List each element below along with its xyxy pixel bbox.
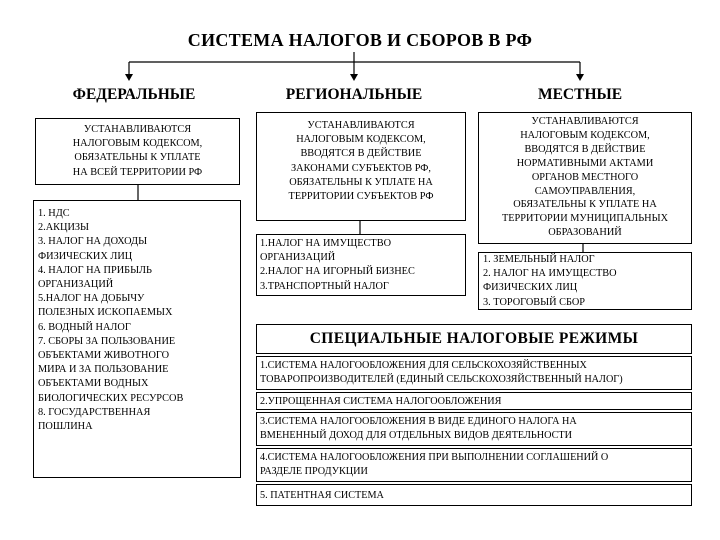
special-item-line: ВМЕНЕННЫЙ ДОХОД ДЛЯ ОТДЕЛЬНЫХ ВИДОВ ДЕЯТЕЛЬНОСТИ <box>260 429 572 441</box>
list-item: ПОШЛИНА <box>38 421 93 433</box>
list-item: 3. НАЛОГ НА ДОХОДЫ <box>38 236 148 248</box>
list-item: 5.НАЛОГ НА ДОБЫЧУ <box>38 293 145 305</box>
list-item: 2.АКЦИЗЫ <box>38 222 90 234</box>
special-item-line: 4.СИСТЕМА НАЛОГООБЛОЖЕНИЯ ПРИ ВЫПОЛНЕНИИ СОГЛАШЕНИЙ О <box>260 452 609 463</box>
regional-desc-line: ОБЯЗАТЕЛЬНЫ К УПЛАТЕ НА <box>289 176 433 188</box>
list-item: 4. НАЛОГ НА ПРИБЫЛЬ <box>38 264 152 276</box>
regional-taxes-list <box>256 234 466 296</box>
arrow-regional <box>350 74 358 81</box>
local-desc-line: ВВОДЯТСЯ В ДЕЙСТВИЕ <box>524 143 646 155</box>
arrow-federal <box>125 74 133 81</box>
list-item: 6. ВОДНЫЙ НАЛОГ <box>38 321 131 333</box>
local-desc-line: ОРГАНОВ МЕСТНОГО <box>531 171 639 183</box>
local-desc-line: ОБЯЗАТЕЛЬНЫ К УПЛАТЕ НА <box>513 199 657 211</box>
heading-regional: РЕГИОНАЛЬНЫЕ <box>285 86 423 103</box>
list-item: БИОЛОГИЧЕСКИХ РЕСУРСОВ <box>38 392 184 404</box>
list-item: 1.НАЛОГ НА ИМУЩЕСТВО <box>260 238 392 249</box>
federal-desc-line: УСТАНАВЛИВАЮТСЯ <box>83 124 192 135</box>
list-item: ОБЪЕКТАМИ ЖИВОТНОГО <box>38 350 170 362</box>
special-item-line: 5. ПАТЕНТНАЯ СИСТЕМА <box>260 490 384 501</box>
list-item: ОРГАНИЗАЦИЙ <box>38 279 114 291</box>
federal-desc-line: НА ВСЕЙ ТЕРРИТОРИИ РФ <box>72 166 203 178</box>
special-item-line: РАЗДЕЛЕ ПРОДУКЦИИ <box>260 465 368 477</box>
special-regime-item <box>256 356 692 390</box>
local-desc-line: НОРМАТИВНЫМИ АКТАМИ <box>516 157 654 169</box>
local-description-box <box>478 112 692 244</box>
list-item: ПОЛЕЗНЫХ ИСКОПАЕМЫХ <box>38 307 173 319</box>
list-item: 3. ТОРОГОВЫЙ СБОР <box>483 296 586 308</box>
special-regime-item <box>256 412 692 446</box>
federal-taxes-list <box>33 200 241 478</box>
special-item-line: ТОВАРОПРОИЗВОДИТЕЛЕЙ (ЕДИНЫЙ СЕЛЬСКОХОЗЯЙСТВЕННЫЙ НАЛОГ) <box>260 373 623 385</box>
list-item: ФИЗИЧЕСКИХ ЛИЦ <box>483 282 578 294</box>
list-item: 2.НАЛОГ НА ИГОРНЫЙ БИЗНЕС <box>260 266 415 278</box>
list-item: ОРГАНИЗАЦИЙ <box>260 252 336 264</box>
federal-desc-line: НАЛОГОВЫМ КОДЕКСОМ, <box>72 138 203 150</box>
special-item-line: 2.УПРОЩЕННАЯ СИСТЕМА НАЛОГООБЛОЖЕНИЯ <box>260 396 502 407</box>
special-regimes-heading: СПЕЦИАЛЬНЫЕ НАЛОГОВЫЕ РЕЖИМЫ <box>256 324 692 354</box>
federal-desc-line: ОБЯЗАТЕЛЬНЫ К УПЛАТЕ <box>74 152 201 164</box>
regional-desc-line: НАЛОГОВЫМ КОДЕКСОМ, <box>296 134 426 146</box>
local-taxes-list <box>478 252 692 310</box>
regional-description-box <box>256 112 466 221</box>
special-regime-item <box>256 392 692 410</box>
local-desc-line: УСТАНАВЛИВАЮТСЯ <box>531 116 639 127</box>
special-item-line: 3.СИСТЕМА НАЛОГООБЛОЖЕНИЯ В ВИДЕ ЕДИНОГО НАЛОГА НА <box>260 416 577 427</box>
list-item: 8. ГОСУДАРСТВЕННАЯ <box>38 406 151 418</box>
local-desc-line: ОБРАЗОВАНИЙ <box>548 227 622 239</box>
list-item: 2. НАЛОГ НА ИМУЩЕСТВО <box>483 268 617 280</box>
special-item-line: 1.СИСТЕМА НАЛОГООБЛОЖЕНИЯ ДЛЯ СЕЛЬСКОХОЗЯЙСТВЕННЫХ <box>260 360 587 371</box>
heading-federal: ФЕДЕРАЛЬНЫЕ <box>72 86 196 103</box>
regional-desc-line: ЗАКОНАМИ СУБЪЕКТОВ РФ, <box>291 162 431 174</box>
list-item: ОБЪЕКТАМИ ВОДНЫХ <box>38 378 149 390</box>
list-item: ФИЗИЧЕСКИХ ЛИЦ <box>38 250 133 262</box>
local-desc-line: НАЛОГОВЫМ КОДЕКСОМ, <box>520 129 650 141</box>
federal-description-box <box>35 118 240 185</box>
list-item: 1. ЗЕМЕЛЬНЫЙ НАЛОГ <box>483 254 595 265</box>
local-desc-line: САМОУПРАВЛЕНИЯ, <box>534 185 636 197</box>
special-regime-item <box>256 484 692 506</box>
list-item: 3.ТРАНСПОРТНЫЙ НАЛОГ <box>260 280 389 292</box>
regional-desc-line: ВВОДЯТСЯ В ДЕЙСТВИЕ <box>300 148 422 160</box>
list-item: МИРА И ЗА ПОЛЬЗОВАНИЕ <box>38 364 169 376</box>
list-item: 7. СБОРЫ ЗА ПОЛЬЗОВАНИЕ <box>38 335 176 347</box>
heading-local: МЕСТНЫЕ <box>537 86 623 103</box>
special-regime-item <box>256 448 692 482</box>
regional-desc-line: УСТАНАВЛИВАЮТСЯ <box>307 120 415 131</box>
list-item: 1. НДС <box>38 208 70 219</box>
arrow-local <box>576 74 584 81</box>
page-title: СИСТЕМА НАЛОГОВ И СБОРОВ В РФ <box>187 30 533 50</box>
regional-desc-line: ТЕРРИТОРИИ СУБЪЕКТОВ РФ <box>288 191 434 203</box>
local-desc-line: ТЕРРИТОРИИ МУНИЦИПАЛЬНЫХ <box>501 213 669 225</box>
